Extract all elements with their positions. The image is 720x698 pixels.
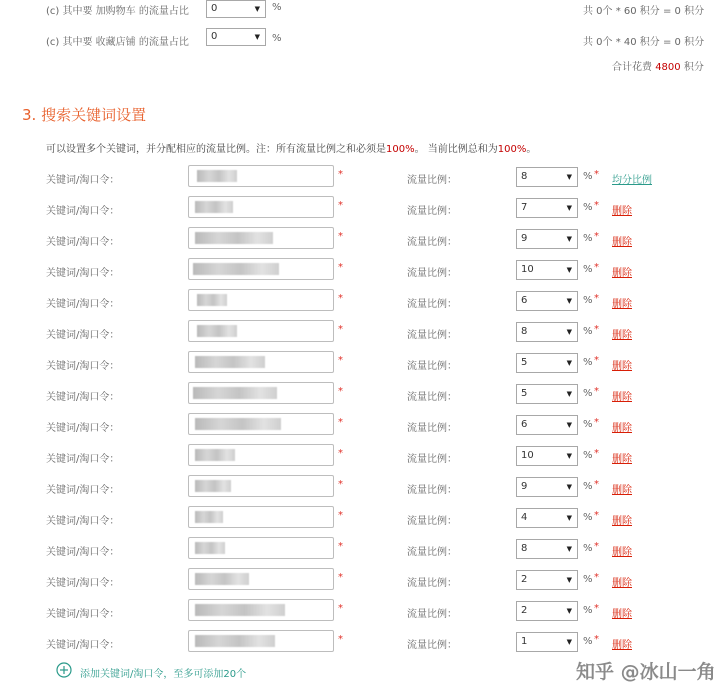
cart-summary: 共 0个 * 60 积分 = 0 积分	[583, 6, 705, 17]
keyword-input[interactable]	[188, 196, 334, 218]
favorite-summary: 共 0个 * 40 积分 = 0 积分	[583, 37, 705, 48]
percent-unit: %	[583, 543, 593, 554]
required-mark: *	[594, 417, 599, 428]
required-mark: *	[338, 634, 343, 645]
redacted-keyword	[195, 542, 225, 554]
delete-link[interactable]: 删除	[612, 609, 632, 620]
required-mark: *	[338, 417, 343, 428]
redacted-keyword	[195, 356, 265, 368]
percent-unit: %	[583, 326, 593, 337]
delete-link[interactable]: 删除	[612, 299, 632, 310]
ratio-select[interactable]: 6 ▼	[516, 291, 578, 311]
required-mark: *	[338, 169, 343, 180]
ratio-select[interactable]: 8 ▼	[516, 322, 578, 342]
required-mark: *	[594, 448, 599, 459]
chevron-down-icon: ▼	[566, 297, 572, 305]
ratio-label: 流量比例：	[407, 175, 457, 186]
delete-link[interactable]: 删除	[612, 206, 632, 217]
keyword-input[interactable]	[188, 630, 334, 652]
ratio-label: 流量比例：	[407, 609, 457, 620]
chevron-down-icon: ▼	[566, 359, 572, 367]
total-cost: 合计花费 4800 积分	[612, 62, 704, 73]
keyword-label: 关键词/淘口令：	[46, 454, 120, 465]
redacted-keyword	[195, 232, 273, 244]
keyword-label: 关键词/淘口令：	[46, 206, 120, 217]
percent-unit: %	[583, 357, 593, 368]
percent-unit: %	[583, 171, 593, 182]
keyword-input[interactable]	[188, 599, 334, 621]
keyword-input[interactable]	[188, 506, 334, 528]
required-mark: *	[594, 479, 599, 490]
required-mark: *	[338, 572, 343, 583]
cart-ratio-label: (c) 其中要 加购物车 的流量占比	[46, 6, 189, 17]
keyword-input[interactable]	[188, 444, 334, 466]
required-mark: *	[594, 510, 599, 521]
percent-unit: %	[583, 295, 593, 306]
favorite-ratio-select[interactable]: 0 ▼	[206, 28, 266, 46]
ratio-select[interactable]: 8 ▼	[516, 167, 578, 187]
add-keyword-label: 添加关键词/淘口令，至多可添加20个	[80, 669, 247, 680]
redacted-keyword	[197, 170, 237, 182]
keyword-label: 关键词/淘口令：	[46, 485, 120, 496]
redacted-keyword	[195, 418, 281, 430]
percent-unit: %	[583, 450, 593, 461]
required-mark: *	[594, 200, 599, 211]
ratio-label: 流量比例：	[407, 423, 457, 434]
percent-unit: %	[583, 605, 593, 616]
required-mark: *	[594, 169, 599, 180]
keyword-input[interactable]	[188, 320, 334, 342]
delete-link[interactable]: 删除	[612, 237, 632, 248]
keyword-label: 关键词/淘口令：	[46, 361, 120, 372]
redacted-keyword	[193, 387, 277, 399]
delete-link[interactable]: 删除	[612, 547, 632, 558]
required-mark: *	[338, 510, 343, 521]
ratio-select[interactable]: 5 ▼	[516, 384, 578, 404]
keyword-label: 关键词/淘口令：	[46, 392, 120, 403]
keyword-label: 关键词/淘口令：	[46, 237, 120, 248]
chevron-down-icon: ▼	[254, 5, 260, 13]
delete-link[interactable]: 删除	[612, 454, 632, 465]
ratio-label: 流量比例：	[407, 578, 457, 589]
redacted-keyword	[195, 604, 285, 616]
required-mark: *	[594, 355, 599, 366]
cart-ratio-select[interactable]: 0 ▼	[206, 0, 266, 18]
required-mark: *	[594, 603, 599, 614]
chevron-down-icon: ▼	[566, 266, 572, 274]
ratio-label: 流量比例：	[407, 361, 457, 372]
chevron-down-icon: ▼	[566, 173, 572, 181]
delete-link[interactable]: 删除	[612, 485, 632, 496]
ratio-select[interactable]: 10 ▼	[516, 260, 578, 280]
percent-unit: %	[583, 512, 593, 523]
keyword-input[interactable]	[188, 258, 334, 280]
ratio-select[interactable]: 9 ▼	[516, 477, 578, 497]
required-mark: *	[594, 572, 599, 583]
delete-link[interactable]: 删除	[612, 330, 632, 341]
keyword-label: 关键词/淘口令：	[46, 578, 120, 589]
keyword-label: 关键词/淘口令：	[46, 516, 120, 527]
chevron-down-icon: ▼	[566, 328, 572, 336]
redacted-keyword	[195, 480, 231, 492]
required-mark: *	[338, 603, 343, 614]
percent-unit: %	[272, 2, 282, 13]
required-mark: *	[338, 541, 343, 552]
required-mark: *	[338, 293, 343, 304]
required-mark: *	[338, 386, 343, 397]
chevron-down-icon: ▼	[566, 514, 572, 522]
ratio-label: 流量比例：	[407, 206, 457, 217]
delete-link[interactable]: 删除	[612, 392, 632, 403]
ratio-select[interactable]: 1 ▼	[516, 632, 578, 652]
keyword-input[interactable]	[188, 413, 334, 435]
delete-link[interactable]: 删除	[612, 640, 632, 651]
delete-link[interactable]: 删除	[612, 578, 632, 589]
required-mark: *	[338, 262, 343, 273]
chevron-down-icon: ▼	[566, 452, 572, 460]
chevron-down-icon: ▼	[254, 33, 260, 41]
keyword-label: 关键词/淘口令：	[46, 299, 120, 310]
ratio-select[interactable]: 7 ▼	[516, 198, 578, 218]
percent-unit: %	[583, 574, 593, 585]
ratio-label: 流量比例：	[407, 330, 457, 341]
keyword-input[interactable]	[188, 382, 334, 404]
redacted-keyword	[195, 635, 275, 647]
redacted-keyword	[195, 201, 233, 213]
redacted-keyword	[197, 294, 227, 306]
percent-unit: %	[583, 419, 593, 430]
required-mark: *	[594, 541, 599, 552]
keyword-label: 关键词/淘口令：	[46, 547, 120, 558]
keyword-input[interactable]	[188, 351, 334, 373]
plus-circle-icon	[56, 662, 72, 678]
keyword-label: 关键词/淘口令：	[46, 268, 120, 279]
delete-link[interactable]: 删除	[612, 361, 632, 372]
keyword-input[interactable]	[188, 568, 334, 590]
keyword-input[interactable]	[188, 537, 334, 559]
percent-unit: %	[583, 264, 593, 275]
delete-link[interactable]: 删除	[612, 268, 632, 279]
keyword-input[interactable]	[188, 289, 334, 311]
percent-unit: %	[583, 233, 593, 244]
percent-unit: %	[272, 33, 282, 44]
ratio-label: 流量比例：	[407, 485, 457, 496]
required-mark: *	[338, 200, 343, 211]
even-split-link[interactable]: 均分比例	[612, 175, 652, 186]
chevron-down-icon: ▼	[566, 390, 572, 398]
ratio-label: 流量比例：	[407, 640, 457, 651]
ratio-select[interactable]: 2 ▼	[516, 570, 578, 590]
ratio-select[interactable]: 2 ▼	[516, 601, 578, 621]
keyword-label: 关键词/淘口令：	[46, 609, 120, 620]
section-note: 可以设置多个关键词，并分配相应的流量比例。注：所有流量比例之和必须是100%。 当前比例总和为100%。	[46, 144, 537, 155]
required-mark: *	[338, 448, 343, 459]
keyword-label: 关键词/淘口令：	[46, 330, 120, 341]
required-mark: *	[338, 231, 343, 242]
chevron-down-icon: ▼	[566, 235, 572, 243]
required-mark: *	[338, 324, 343, 335]
ratio-label: 流量比例：	[407, 392, 457, 403]
chevron-down-icon: ▼	[566, 421, 572, 429]
percent-unit: %	[583, 388, 593, 399]
chevron-down-icon: ▼	[566, 576, 572, 584]
required-mark: *	[594, 634, 599, 645]
ratio-select[interactable]: 5 ▼	[516, 353, 578, 373]
keyword-label: 关键词/淘口令：	[46, 175, 120, 186]
ratio-label: 流量比例：	[407, 454, 457, 465]
ratio-select[interactable]: 4 ▼	[516, 508, 578, 528]
required-mark: *	[594, 386, 599, 397]
ratio-select[interactable]: 6 ▼	[516, 415, 578, 435]
required-mark: *	[338, 355, 343, 366]
chevron-down-icon: ▼	[566, 638, 572, 646]
redacted-keyword	[197, 325, 237, 337]
chevron-down-icon: ▼	[566, 545, 572, 553]
ratio-label: 流量比例：	[407, 268, 457, 279]
chevron-down-icon: ▼	[566, 607, 572, 615]
required-mark: *	[338, 479, 343, 490]
redacted-keyword	[195, 449, 235, 461]
required-mark: *	[594, 293, 599, 304]
chevron-down-icon: ▼	[566, 483, 572, 491]
redacted-keyword	[195, 511, 223, 523]
required-mark: *	[594, 262, 599, 273]
ratio-label: 流量比例：	[407, 516, 457, 527]
watermark: 知乎 @冰山一角	[576, 661, 716, 683]
section-title: 3. 搜索关键词设置	[22, 106, 147, 124]
percent-unit: %	[583, 481, 593, 492]
ratio-label: 流量比例：	[407, 299, 457, 310]
redacted-keyword	[193, 263, 279, 275]
keyword-input[interactable]	[188, 475, 334, 497]
ratio-select[interactable]: 10 ▼	[516, 446, 578, 466]
ratio-select[interactable]: 9 ▼	[516, 229, 578, 249]
keyword-input[interactable]	[188, 165, 334, 187]
ratio-label: 流量比例：	[407, 237, 457, 248]
keyword-input[interactable]	[188, 227, 334, 249]
delete-link[interactable]: 删除	[612, 516, 632, 527]
favorite-ratio-label: (c) 其中要 收藏店铺 的流量占比	[46, 37, 189, 48]
required-mark: *	[594, 231, 599, 242]
ratio-label: 流量比例：	[407, 547, 457, 558]
percent-unit: %	[583, 636, 593, 647]
delete-link[interactable]: 删除	[612, 423, 632, 434]
percent-unit: %	[583, 202, 593, 213]
redacted-keyword	[195, 573, 249, 585]
ratio-select[interactable]: 8 ▼	[516, 539, 578, 559]
chevron-down-icon: ▼	[566, 204, 572, 212]
keyword-label: 关键词/淘口令：	[46, 423, 120, 434]
required-mark: *	[594, 324, 599, 335]
keyword-label: 关键词/淘口令：	[46, 640, 120, 651]
